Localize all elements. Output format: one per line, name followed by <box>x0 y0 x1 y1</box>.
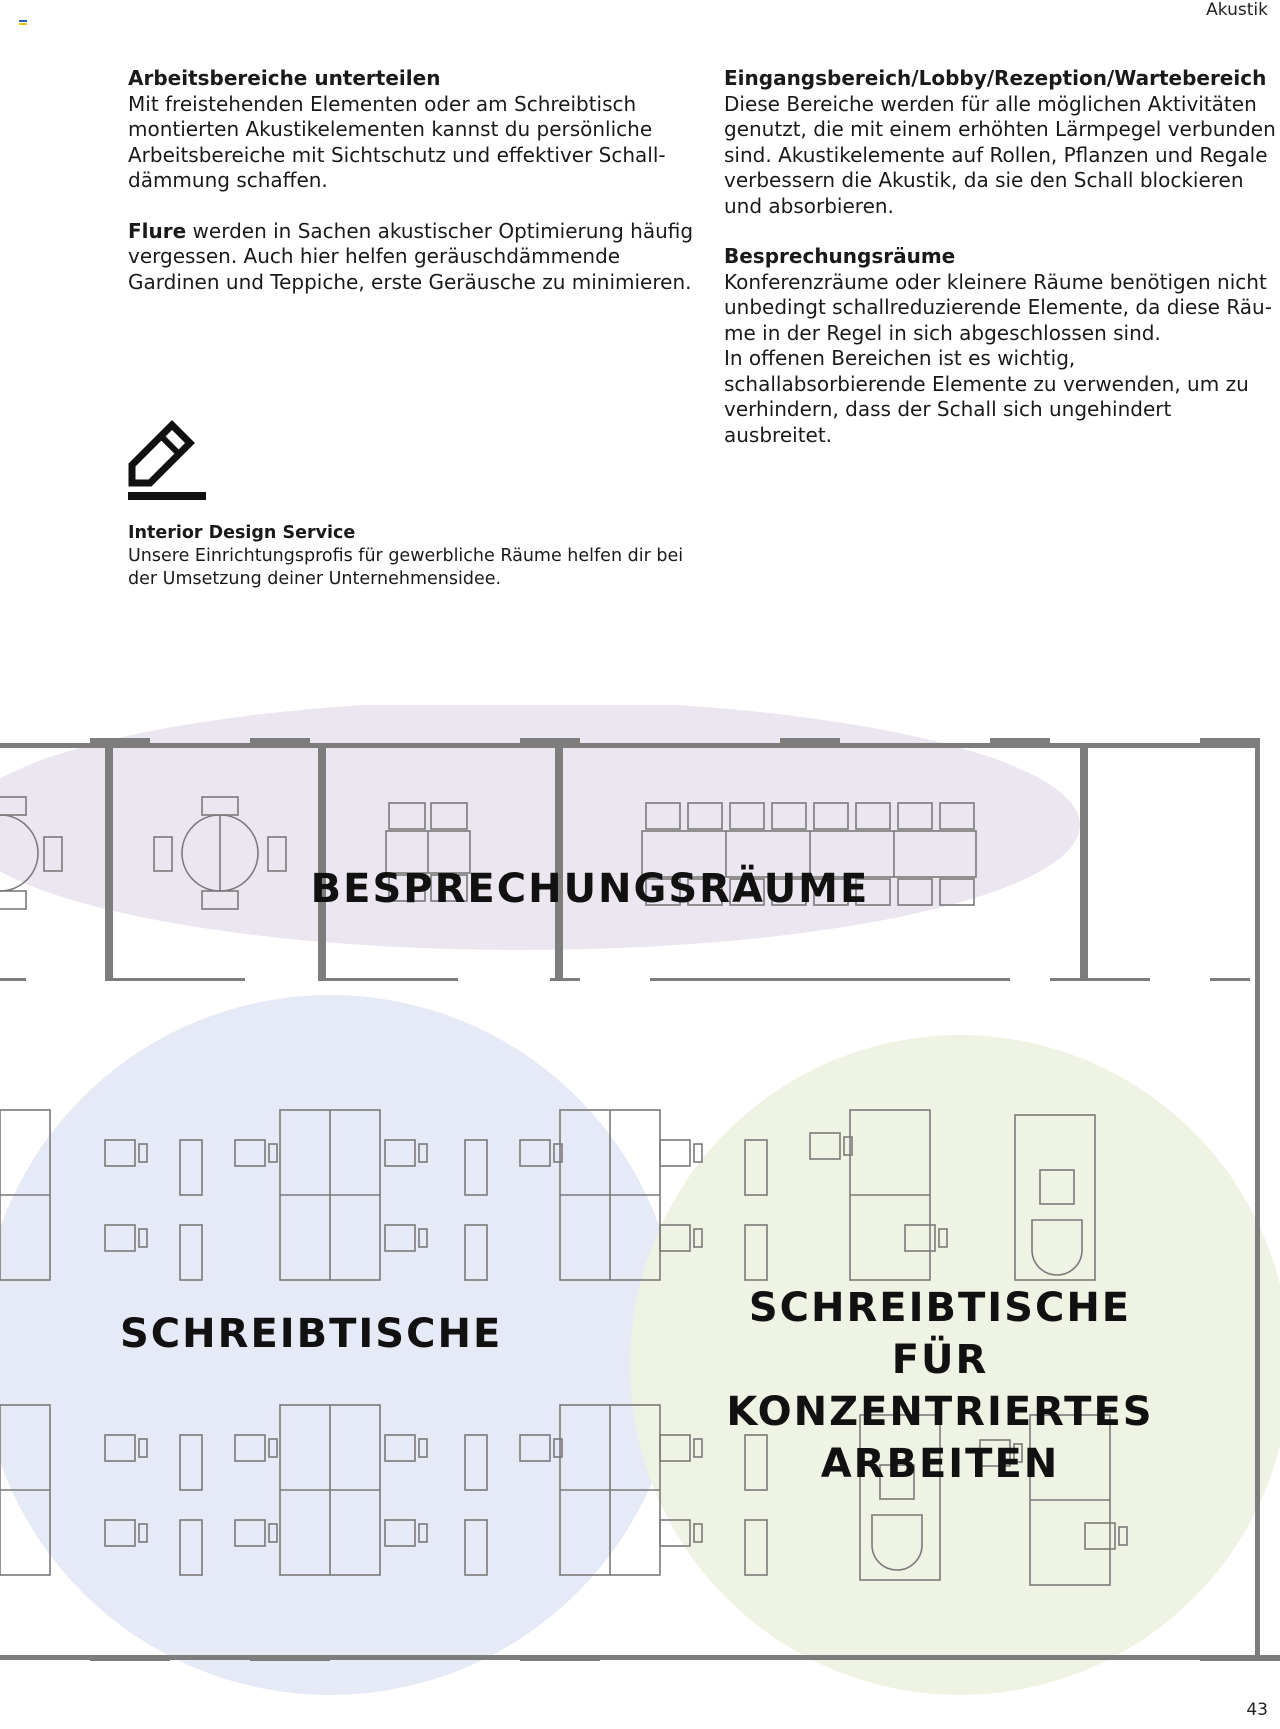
left-column <box>128 66 698 320</box>
lead-corridors: Flure <box>128 218 187 243</box>
wall-segment <box>90 1655 170 1661</box>
body-workspaces: Mit freistehenden Elementen oder am Schreibtisch montierten Akustikelementen kannst du persönliche Arbeitsbereiche mit Sichtschutz und effektiver Schalldämmung schaffen. <box>128 91 666 192</box>
wall-segment <box>105 978 245 981</box>
wall-segment <box>1200 738 1260 743</box>
right-column <box>724 66 1280 473</box>
section-label: Akustik <box>1206 0 1268 20</box>
body-entrance: Diese Bereiche werden für alle möglichen Aktivitäten genutzt, die mit einem erhöhten Lärmpegel verbunden sind. Akustikelemente auf Rollen, Pflanzen und Regale verbessern die Akustik, da sie den Schall blockieren und absorbieren. <box>724 91 1276 218</box>
wall-segment <box>550 978 580 981</box>
heading-meeting-rooms: Besprechungsräume <box>724 244 956 268</box>
wall-segment <box>318 978 458 981</box>
zone-label-meeting: BESPRECHUNGSRÄUME <box>310 866 870 912</box>
zone-label-desks: SCHREIBTISCHE <box>120 1311 503 1357</box>
service-title: Interior Design Service <box>128 523 356 543</box>
body-corridors: werden in Sachen akustischer Optimierung häufig vergessen. Auch hier helfen geräuschdämmende Gardinen und Teppiche, erste Geräusche zu minimieren. <box>128 218 694 294</box>
wall-segment <box>105 743 113 981</box>
body-meeting-rooms: Konferenzräume oder kleinere Räume benötigen nicht unbedingt schallreduzierende Elemente, da diese Räume in der Regel in sich abgeschlossen sind. <box>724 269 1272 345</box>
wall-segment <box>990 738 1050 743</box>
wall-segment <box>0 743 1260 748</box>
wall-segment <box>650 978 1010 981</box>
wall-segment <box>0 1655 1260 1660</box>
wall-segment <box>555 743 563 981</box>
page-number: 43 <box>1246 1700 1268 1720</box>
service-text: Unsere Einrichtungsprofis für gewerbliche Räume helfen dir bei der Umsetzung deiner Unternehmensidee. <box>128 546 684 589</box>
wall-segment <box>780 738 840 743</box>
wall-segment <box>90 738 150 743</box>
wall-segment <box>1200 1655 1280 1661</box>
wall-segment <box>1210 978 1250 981</box>
pencil-icon <box>126 416 208 502</box>
zone-label-focus: SCHREIBTISCHE FÜR KONZENTRIERTES ARBEITEN <box>726 1285 1154 1487</box>
design-service <box>128 522 708 591</box>
heading-workspaces: Arbeitsbereiche unterteilen <box>128 66 441 90</box>
heading-entrance: Eingangsbereich/Lobby/Rezeption/Wartebereich <box>724 66 1267 90</box>
flag-icon <box>19 20 27 25</box>
paragraph-entrance <box>724 66 1280 219</box>
floor-plan-drawing <box>0 705 1280 1705</box>
wall-segment <box>520 1655 600 1661</box>
wall-segment <box>1080 743 1088 981</box>
wall-segment <box>1255 743 1260 1660</box>
floor-plan <box>0 705 1280 1705</box>
chair-armrest <box>694 1144 702 1162</box>
office-chair <box>660 1140 690 1166</box>
wall-segment <box>318 743 326 981</box>
wall-segment <box>520 738 580 743</box>
paragraph-corridors <box>128 219 698 296</box>
wall-segment <box>250 738 310 743</box>
wall-segment <box>1050 978 1150 981</box>
paragraph-meeting-rooms <box>724 244 1280 346</box>
wall-segment <box>250 1655 330 1661</box>
paragraph-open-areas: In offenen Bereichen ist es wichtig, schallabsorbierende Elemente zu verwenden, um zu verhindern, dass der Schall sich ungehindert ausbreitet. <box>724 346 1249 447</box>
chair <box>0 891 26 909</box>
paragraph-workspaces <box>128 66 698 194</box>
wall-segment <box>0 978 26 981</box>
